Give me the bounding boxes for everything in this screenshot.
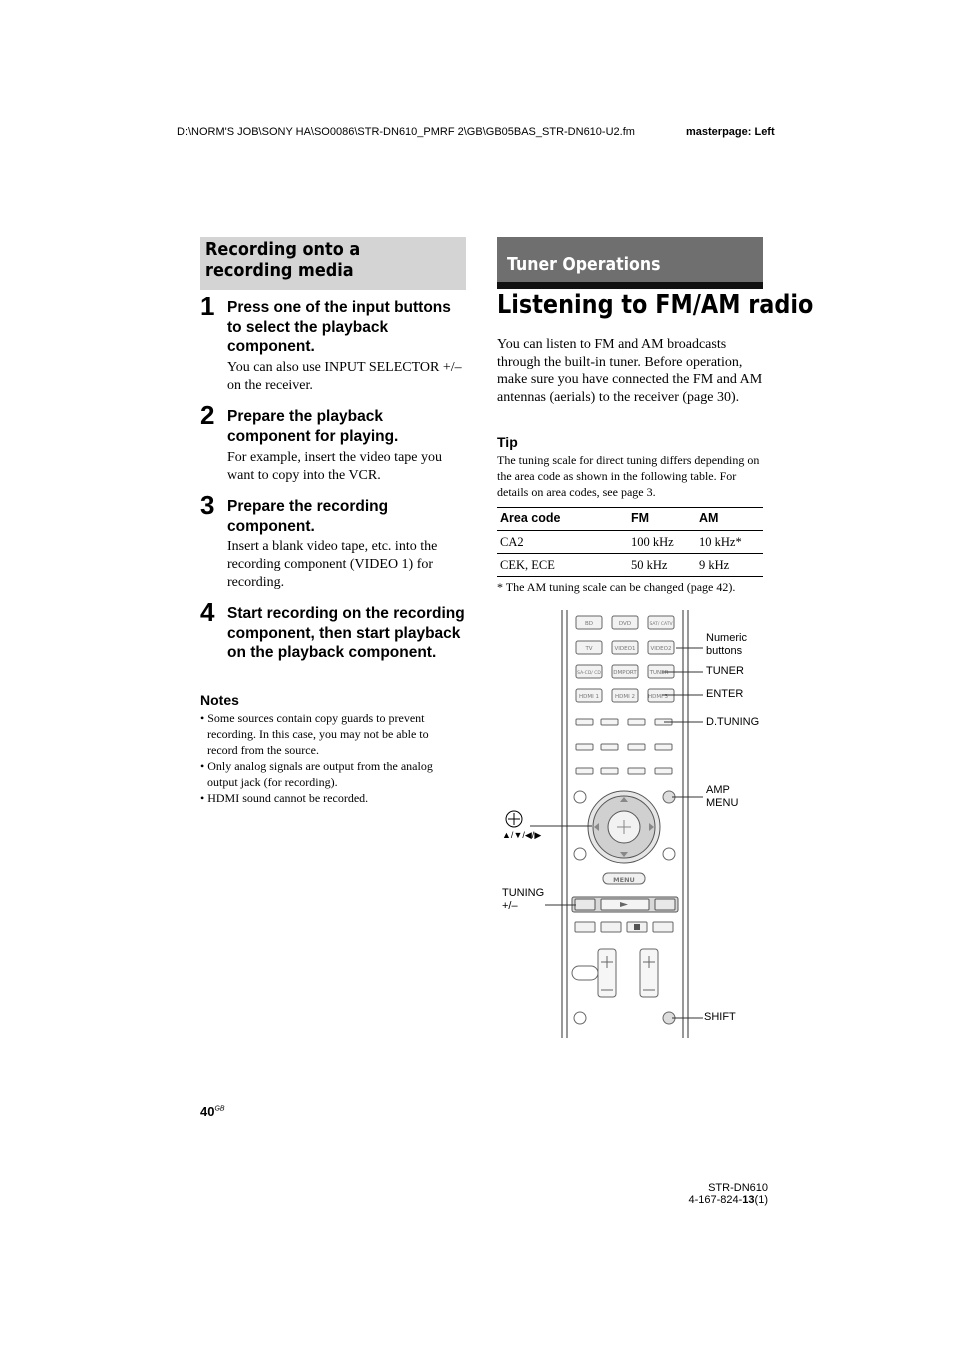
- table-header: AM: [696, 508, 763, 531]
- round-button[interactable]: [663, 848, 675, 860]
- sat-catv-button[interactable]: [648, 616, 674, 629]
- table-header: Area code: [497, 508, 628, 531]
- svg-text:VIDEO2: VIDEO2: [650, 646, 672, 652]
- table-footnote: * The AM tuning scale can be changed (page 42).: [497, 580, 736, 594]
- dmport-button[interactable]: [612, 665, 638, 678]
- step-3-title: Prepare the recording component.: [227, 498, 389, 535]
- arrow-down-icon: ▼: [513, 830, 523, 840]
- model-code-bold: 13: [742, 1194, 755, 1206]
- hdmi1-button[interactable]: [576, 689, 602, 702]
- arrow-keys-label: ▲/▼/◀/▶: [502, 830, 542, 840]
- tuner-button[interactable]: [648, 665, 674, 678]
- svg-text:HDMI 1: HDMI 1: [579, 694, 599, 700]
- menu-button[interactable]: [603, 873, 645, 884]
- arrow-left-icon: ◀: [524, 830, 532, 840]
- step-1-number: 1: [200, 291, 215, 321]
- video1-button[interactable]: [612, 641, 638, 654]
- step-2-title: Prepare the playback component for playing.: [227, 408, 399, 445]
- tip-title: Tip: [497, 434, 518, 450]
- bd-button[interactable]: [576, 616, 602, 629]
- note-item: • Only analog signals are output from the analog output jack (for recording).: [200, 758, 460, 790]
- hdmi3-button[interactable]: [648, 689, 674, 702]
- step-4-number: 4: [200, 597, 215, 627]
- svg-text:DMPORT: DMPORT: [613, 670, 637, 676]
- svg-text:HDMI 2: HDMI 2: [615, 694, 635, 700]
- tuning-button-row[interactable]: [572, 897, 678, 912]
- shift-label: SHIFT: [704, 1011, 736, 1023]
- svg-text:TUNER: TUNER: [649, 670, 669, 676]
- table-cell: CA2: [497, 531, 628, 554]
- table-header: FM: [628, 508, 696, 531]
- volume-rocker[interactable]: [572, 949, 616, 997]
- svg-text:SA-CD/ CD: SA-CD/ CD: [577, 671, 601, 676]
- table-cell: 10 kHz*: [696, 531, 763, 554]
- notes-title: Notes: [200, 692, 239, 708]
- tv-button[interactable]: [576, 641, 602, 654]
- svg-text:HDMI 3: HDMI 3: [648, 694, 668, 700]
- enter-label: ENTER: [706, 688, 744, 700]
- channel-rocker[interactable]: [640, 949, 658, 997]
- table-row: [497, 554, 763, 577]
- dpad[interactable]: [588, 791, 660, 863]
- svg-text:BD: BD: [584, 621, 594, 627]
- numeric-buttons-label: Numeric buttons: [706, 632, 747, 657]
- page-number: [200, 1104, 225, 1119]
- amp-menu-label: AMP MENU: [706, 784, 739, 809]
- transport-button-row[interactable]: [575, 922, 673, 932]
- return-button[interactable]: [574, 848, 586, 860]
- tip-body: The tuning scale for direct tuning differs depending on the area code as shown in the following table. For details on area codes, see page 3.: [497, 453, 760, 499]
- svg-text:SAT/ CATV: SAT/ CATV: [649, 622, 673, 627]
- table-cell: 50 kHz: [628, 554, 696, 577]
- model-name: STR-DN610: [708, 1182, 768, 1194]
- model-code: [660, 1194, 768, 1206]
- sacd-button[interactable]: [576, 665, 602, 678]
- header-masterpage: masterpage: Left: [686, 126, 775, 138]
- tuner-section-bar: [497, 282, 763, 289]
- step-3-body: Insert a blank video tape, etc. into the recording component (VIDEO 1) for recording.: [227, 539, 438, 590]
- tuning-scale-table: [497, 507, 763, 577]
- table-cell: 100 kHz: [628, 531, 696, 554]
- table-cell: CEK, ECE: [497, 554, 628, 577]
- note-item: • HDMI sound cannot be recorded.: [200, 790, 460, 806]
- circle-plus-icon: [506, 811, 522, 827]
- model-code-suffix: (1): [754, 1194, 768, 1206]
- step-2-number: 2: [200, 400, 215, 430]
- hdmi2-button[interactable]: [612, 689, 638, 702]
- svg-text:MENU: MENU: [613, 876, 635, 884]
- svg-text:DVD: DVD: [618, 621, 632, 627]
- arrow-right-icon: ▶: [534, 830, 542, 840]
- note-item: • Some sources contain copy guards to prevent recording. In this case, you may not be able to record from the source.: [200, 710, 460, 758]
- notes-list: [200, 710, 460, 806]
- step-1-title: Press one of the input buttons to select the playback component.: [227, 299, 451, 355]
- video2-button[interactable]: [648, 641, 674, 654]
- tuner-label: TUNER: [706, 665, 744, 677]
- round-button[interactable]: [574, 791, 586, 803]
- model-code-prefix: 4-167-824-: [688, 1194, 743, 1206]
- step-1-body: You can also use INPUT SELECTOR +/– on the receiver.: [227, 360, 462, 393]
- tuning-label: TUNING +/–: [502, 887, 545, 912]
- page-number-value: 40: [200, 1104, 215, 1119]
- table-cell: 9 kHz: [696, 554, 763, 577]
- svg-text:TV: TV: [585, 646, 593, 652]
- round-button[interactable]: [574, 1012, 586, 1024]
- svg-text:VIDEO1: VIDEO1: [614, 646, 636, 652]
- dvd-button[interactable]: [612, 616, 638, 629]
- numeric-button-rows[interactable]: [576, 719, 672, 774]
- dtuning-label: D.TUNING: [706, 716, 760, 728]
- recording-heading: Recording onto a recording media: [205, 240, 361, 281]
- arrow-up-icon: ▲: [502, 830, 511, 840]
- header-file-path: D:\NORM'S JOB\SONY HA\SO0086\STR-DN610_PMRF 2\GB\GB05BAS_STR-DN610-U2.fm: [177, 126, 635, 138]
- intro-paragraph: You can listen to FM and AM broadcasts through the built-in tuner. Before operation, make sure you have connected the FM and AM antennas (aerials) to the receiver (page 30).: [497, 337, 763, 406]
- table-header-row: [497, 508, 763, 531]
- step-2-body: For example, insert the video tape you want to copy into the VCR.: [227, 450, 442, 483]
- page-number-suffix: GB: [214, 1105, 225, 1113]
- step-3-number: 3: [200, 490, 215, 520]
- page-title: Listening to FM/AM radio: [497, 290, 814, 320]
- table-row: [497, 531, 763, 554]
- step-4-title: Start recording on the recording component, then start playback on the playback component.: [227, 605, 465, 661]
- tuner-section-title: Tuner Operations: [507, 255, 661, 275]
